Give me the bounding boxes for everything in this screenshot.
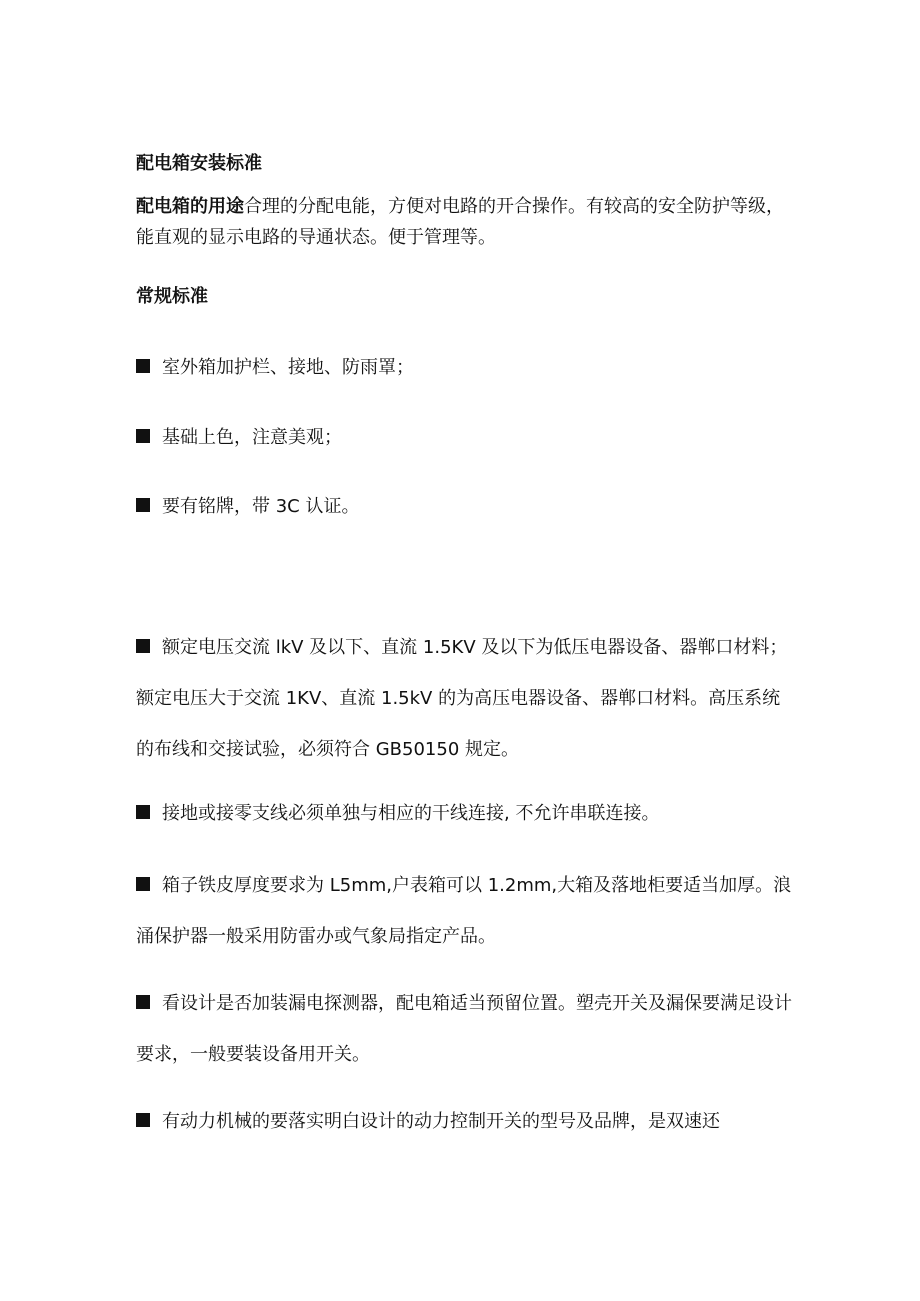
list-item-text: 基础上色，注意美观； (162, 427, 342, 448)
black-square-icon (136, 359, 150, 373)
black-square-icon (136, 429, 150, 443)
black-square-icon (136, 877, 150, 891)
black-square-icon (136, 1113, 150, 1127)
list-item (136, 424, 796, 452)
list-item (136, 354, 796, 382)
list-item-text: 箱子铁皮厚度要求为 L5mm,户表箱可以 1.2mm,大箱及落地柜要适当加厚。浪涌保护器一般采用防雷办或气象局指定产品。 (136, 875, 792, 947)
list-item (136, 1108, 796, 1136)
list-item (136, 493, 796, 521)
document-title: 配电箱安装标准 (136, 153, 262, 174)
intro-text: 合理的分配电能，方便对电路的开合操作。有较高的安全防护等级，能直观的显示电路的导通状态。便于管理等。 (136, 196, 784, 248)
list-item (136, 860, 796, 962)
black-square-icon (136, 995, 150, 1009)
intro-paragraph (136, 191, 796, 253)
list-item-text: 室外箱加护栏、接地、防雨罩； (162, 357, 414, 378)
black-square-icon (136, 805, 150, 819)
black-square-icon (136, 639, 150, 653)
list-item-text: 额定电压交流 lkV 及以下、直流 1.5KV 及以下为低压电器设备、器郸口材料； 额定电压大于交流 1KV、直流 1.5kV 的为高压电器设备、器郸口材料。高压系统的布线和交接试验，必须符合 GB50150 规定。 (136, 637, 788, 760)
black-square-icon (136, 498, 150, 512)
list-item (136, 800, 796, 828)
intro-lead: 配电箱的用途 (136, 196, 244, 217)
list-item (136, 622, 796, 775)
list-item-text: 接地或接零支线必须单独与相应的干线连接, 不允许串联连接。 (162, 803, 660, 824)
list-item-text: 要有铭牌，带 3C 认证。 (162, 496, 360, 517)
section-heading: 常规标准 (136, 286, 208, 307)
list-item (136, 978, 796, 1080)
list-item-text: 有动力机械的要落实明白设计的动力控制开关的型号及品牌，是双速还 (162, 1111, 720, 1132)
list-item-text: 看设计是否加装漏电探测器，配电箱适当预留位置。塑壳开关及漏保要满足设计要求，一般要装设备用开关。 (136, 993, 792, 1065)
